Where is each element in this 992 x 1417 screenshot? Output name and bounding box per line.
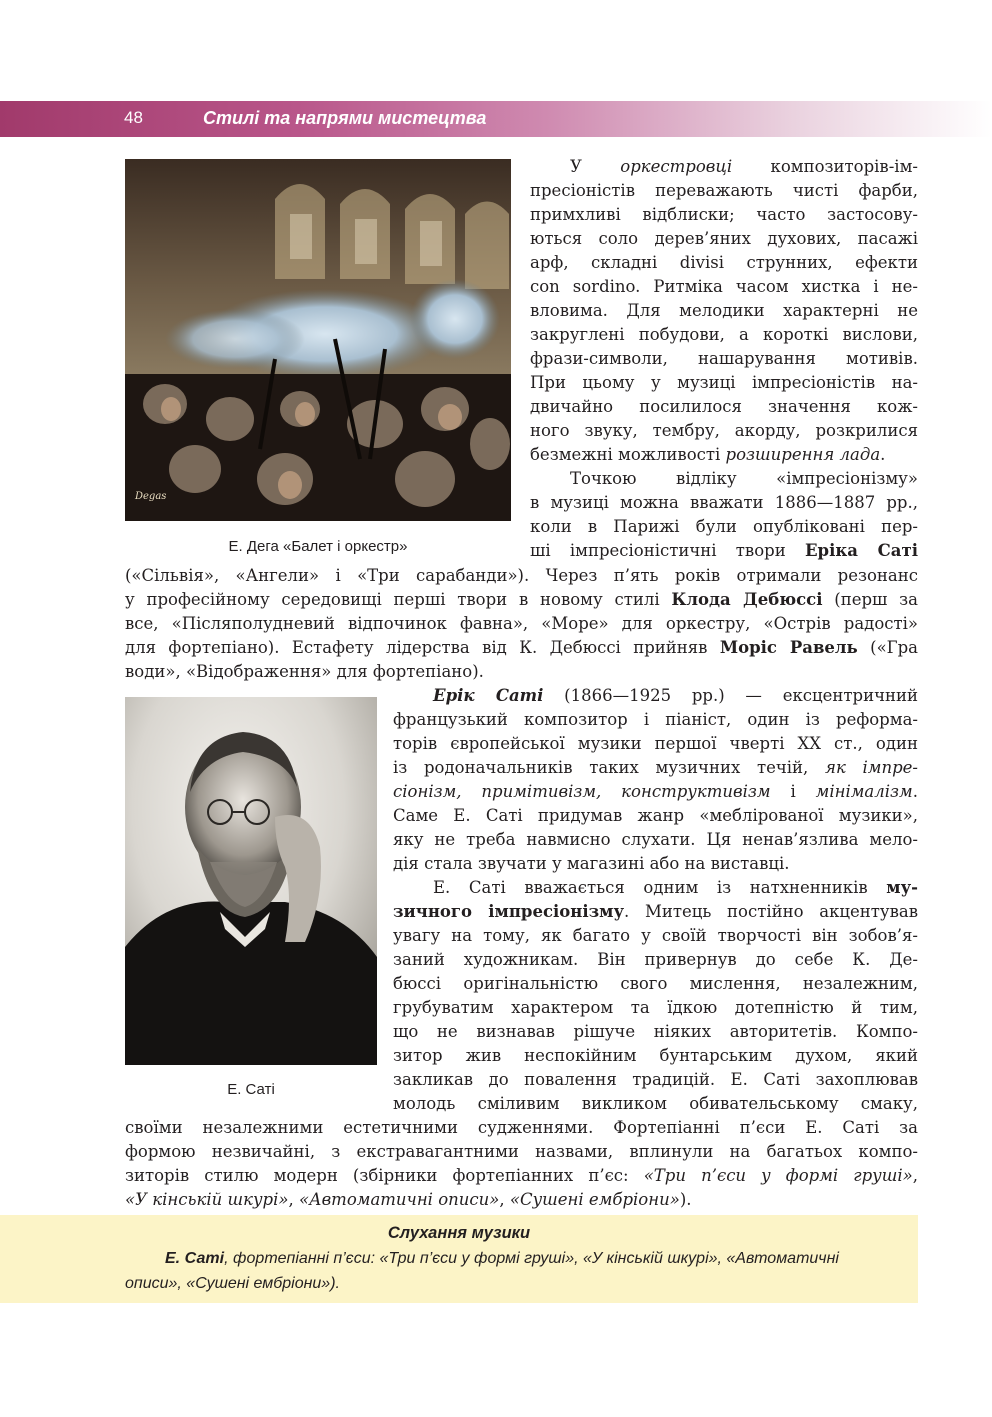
text-line: закруглені побудови, а короткі вислови, [530,325,918,344]
text-line: фрази-символи, нашарування мотивів. [530,349,918,368]
text-line: вловима. Для мелодики характерні не [530,301,918,320]
painting-signature: Degas [135,491,167,502]
text-line: («Сільвія», «Ангели» і «Три сарабанди»). Через п’ять років отримали резонанс [125,566,918,585]
text-line: яку не треба навмисно слухати. Ця ненав’язлива мело- [393,830,918,849]
section-title: Стилі та напрями мистецтва [203,108,487,128]
text-line: в музиці можна вважати 1886—1887 рр., [530,493,918,512]
degas-ballet-orchestra-painting [125,159,511,521]
text-line: При цьому у музиці імпресіоністів на- [530,373,918,392]
text-line: коли в Парижі були опубліковані пер- [530,517,918,536]
text-line: формою незвичайні, з екстравагантними назвами, вплинули на багатьох компо- [125,1142,918,1161]
text-line: безмежні можливості розширення лада. [530,445,886,464]
text-line: сіонізм, примітивізм, конструктивізм і мінімалізм. [393,782,918,801]
text-line: Точкою відліку «імпресіонізму» [570,469,918,488]
text-line: молодь сміливим викликом обивательському смаку, [393,1094,918,1113]
text-line: Е. Саті вважається одним із натхненників му- [433,878,918,897]
text-line: Ерік Саті (1866—1925 рр.) — ексцентричний [433,686,918,705]
listening-line: Е. Саті, фортепіанні п’єси: «Три п’єси у формі груші», «У кінській шкурі», «Автоматичні [165,1250,839,1267]
text-line: води», «Відображення» для фортепіано). [125,662,484,681]
text-line: зичного імпресіонізму. Митець постійно акцентував [393,902,919,921]
chapter-header-band [0,101,992,137]
text-line: ного звуку, тембру, акорду, розкрилися [530,421,918,440]
degas-caption: Е. Дега «Балет і оркестр» [228,538,408,555]
text-line: із родоначальників таких музичних течій, як імпре- [393,758,918,777]
satie-caption: Е. Саті [227,1081,275,1098]
listening-line: описи», «Сушені ембріони»). [125,1275,340,1292]
text-line: двичайно посилилося значення кож- [530,397,918,416]
text-line: заний художникам. Він привернув до себе К. Де- [393,950,918,969]
text-line: своїми незалежними естетичними судженнями. Фортепіанні п’єси Е. Саті за [125,1118,918,1137]
text-line: «У кінській шкурі», «Автоматичні описи», «Сушені ембріони»). [125,1190,692,1209]
text-line: у професійному середовищі перші твори в новому стилі Клода Дебюссі (перш за [125,590,918,609]
text-line: арф, складні divisi струнних, ефекти [530,253,918,272]
text-line: У оркестровці композиторів-ім- [570,157,918,176]
text-line: пресіоністів переважають чисті фарби, [530,181,918,200]
text-line: для фортепіано). Естафету лідерства від К. Дебюссі прийняв Моріс Равель («Гра [125,638,919,657]
text-line: французький композитор і піаніст, один із реформа- [393,710,918,729]
text-line: ші імпресіоністичні твори Еріка Саті [530,541,918,560]
text-line: зитор жив неспокійним бунтарським духом, який [393,1046,918,1065]
text-line: примхливі відблиски; часто застосову- [530,205,918,224]
text-line: Саме Е. Саті придумав жанр «меблірованої музики», [393,806,918,825]
page-number: 48 [124,108,143,127]
text-line: торів європейської музики першої чверті ХХ ст., один [393,734,918,753]
text-line: закликав до повалення традицій. Е. Саті захоплював [393,1070,918,1089]
text-line: ються соло дерев’яних духових, пасажі [530,229,918,248]
text-line: грубуватим характером та їдкою дотепністю й тим, [393,998,918,1017]
text-line: con sordino. Ритміка часом хистка і не- [530,277,918,296]
text-line: що не визнавав рішуче ніяких авторитетів. Компо- [393,1022,918,1041]
text-line: увагу на тому, як багато у своїй творчості він зобов’я- [393,926,918,945]
satie-portrait-photo [125,697,377,1065]
text-line: бюссі оригінальністю свого мислення, незалежним, [393,974,918,993]
listening-title: Слухання музики [387,1224,531,1242]
text-line: дія стала звучати у магазині або на виставці. [393,854,790,873]
text-line: зиторів стилю модерн (збірники фортепіанних п’єс: «Три п’єси у формі груші», [125,1166,918,1185]
text-line: все, «Післяполудневий відпочинок фавна», «Море» для оркестру, «Острів радості» [125,614,918,633]
